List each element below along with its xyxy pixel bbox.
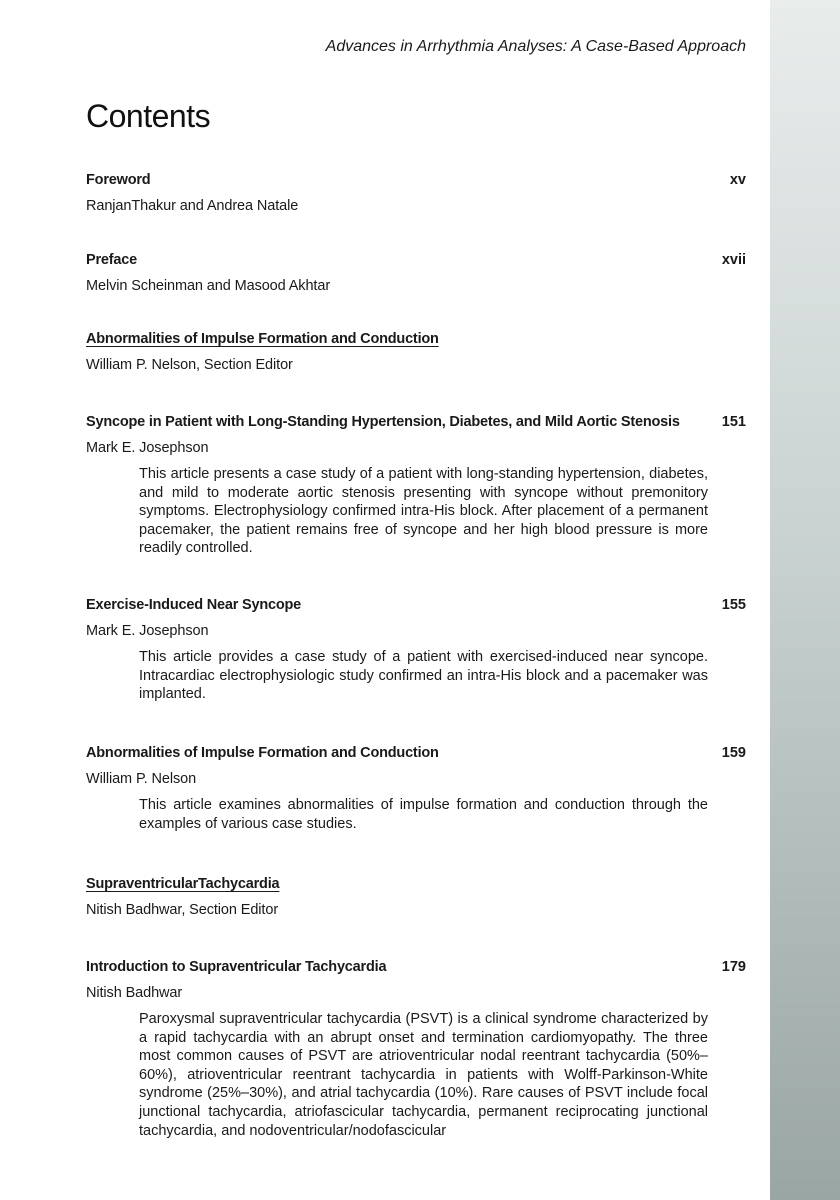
entry-authors: RanjanThakur and Andrea Natale bbox=[86, 198, 299, 214]
entry-page-number: 179 bbox=[721, 959, 746, 975]
entry-authors: Nitish Badhwar bbox=[86, 985, 183, 1001]
entry-authors: Mark E. Josephson bbox=[86, 623, 209, 639]
entry-title[interactable]: Abnormalities of Impulse Formation and Conduction bbox=[86, 745, 439, 761]
toc-entry-exercise-syncope[interactable] bbox=[86, 597, 746, 704]
toc-section-svt[interactable] bbox=[86, 876, 746, 918]
toc-entry-preface[interactable] bbox=[86, 252, 746, 294]
entry-page-number: 155 bbox=[721, 597, 746, 613]
toc-entry-impulse-formation[interactable] bbox=[86, 745, 746, 833]
entry-title[interactable]: Syncope in Patient with Long-Standing Hypertension, Diabetes, and Mild Aortic Stenosis bbox=[86, 414, 680, 430]
running-head: Advances in Arrhythmia Analyses: A Case-Based Approach bbox=[325, 38, 746, 55]
entry-abstract: This article examines abnormalities of impulse formation and conduction through the examples of various case studies. bbox=[139, 797, 708, 832]
entry-authors: William P. Nelson bbox=[86, 771, 197, 787]
entry-page-number: 151 bbox=[721, 414, 746, 430]
section-editor: Nitish Badhwar, Section Editor bbox=[86, 902, 279, 918]
entry-abstract: This article provides a case study of a patient with exercised-induced near syncope. Intracardiac electrophysiologic study confirmed an intra-His block and a pacemaker was implanted. bbox=[139, 649, 708, 703]
entry-title[interactable]: Exercise-Induced Near Syncope bbox=[86, 597, 302, 613]
entry-title[interactable]: Foreword bbox=[86, 172, 151, 188]
toc-section-impulse-formation[interactable] bbox=[86, 331, 746, 373]
entry-title[interactable]: Preface bbox=[86, 252, 137, 268]
entry-page-number: xvii bbox=[721, 252, 746, 268]
section-title[interactable]: SupraventricularTachycardia bbox=[86, 876, 280, 892]
toc-entry-foreword[interactable] bbox=[86, 172, 746, 214]
section-editor: William P. Nelson, Section Editor bbox=[86, 357, 293, 373]
page-title: Contents bbox=[86, 98, 211, 134]
entry-title[interactable]: Introduction to Supraventricular Tachycardia bbox=[86, 959, 387, 975]
decorative-side-bar bbox=[770, 0, 840, 1200]
entry-authors: Mark E. Josephson bbox=[86, 440, 209, 456]
entry-abstract: Paroxysmal supraventricular tachycardia (PSVT) is a clinical syndrome characterized by a rapid tachycardia with an abrupt onset and termination cardiomyopathy. The three most common causes of PSVT are atrioventricular nodal reentrant tachycardia (50%–60%), atrioventricular reentrant tachycardia in patients with Wolff-Parkinson-White syndrome (25%–30%), and atrial tachycardia (10%). Rare causes of PSVT include focal junctional tachycardia, atriofascicular tachycardia, permanent reciprocating junctional tachycardia, and nodoventricular/nodofascicular bbox=[139, 1011, 708, 1139]
entry-page-number: xv bbox=[729, 172, 746, 188]
section-title[interactable]: Abnormalities of Impulse Formation and Conduction bbox=[86, 331, 439, 347]
entry-abstract: This article presents a case study of a patient with long-standing hypertension, diabetes, and mild to moderate aortic stenosis presenting with syncope without premonitory symptoms. Electrophysiology confirmed intra-His block. After placement of a permanent pacemaker, the patient remains free of syncope and her high blood pressure is more readily controlled. bbox=[139, 466, 708, 557]
toc-entry-syncope[interactable] bbox=[86, 414, 746, 558]
entry-page-number: 159 bbox=[721, 745, 746, 761]
entry-authors: Melvin Scheinman and Masood Akhtar bbox=[86, 278, 331, 294]
toc-entry-intro-svt[interactable] bbox=[86, 959, 746, 1140]
